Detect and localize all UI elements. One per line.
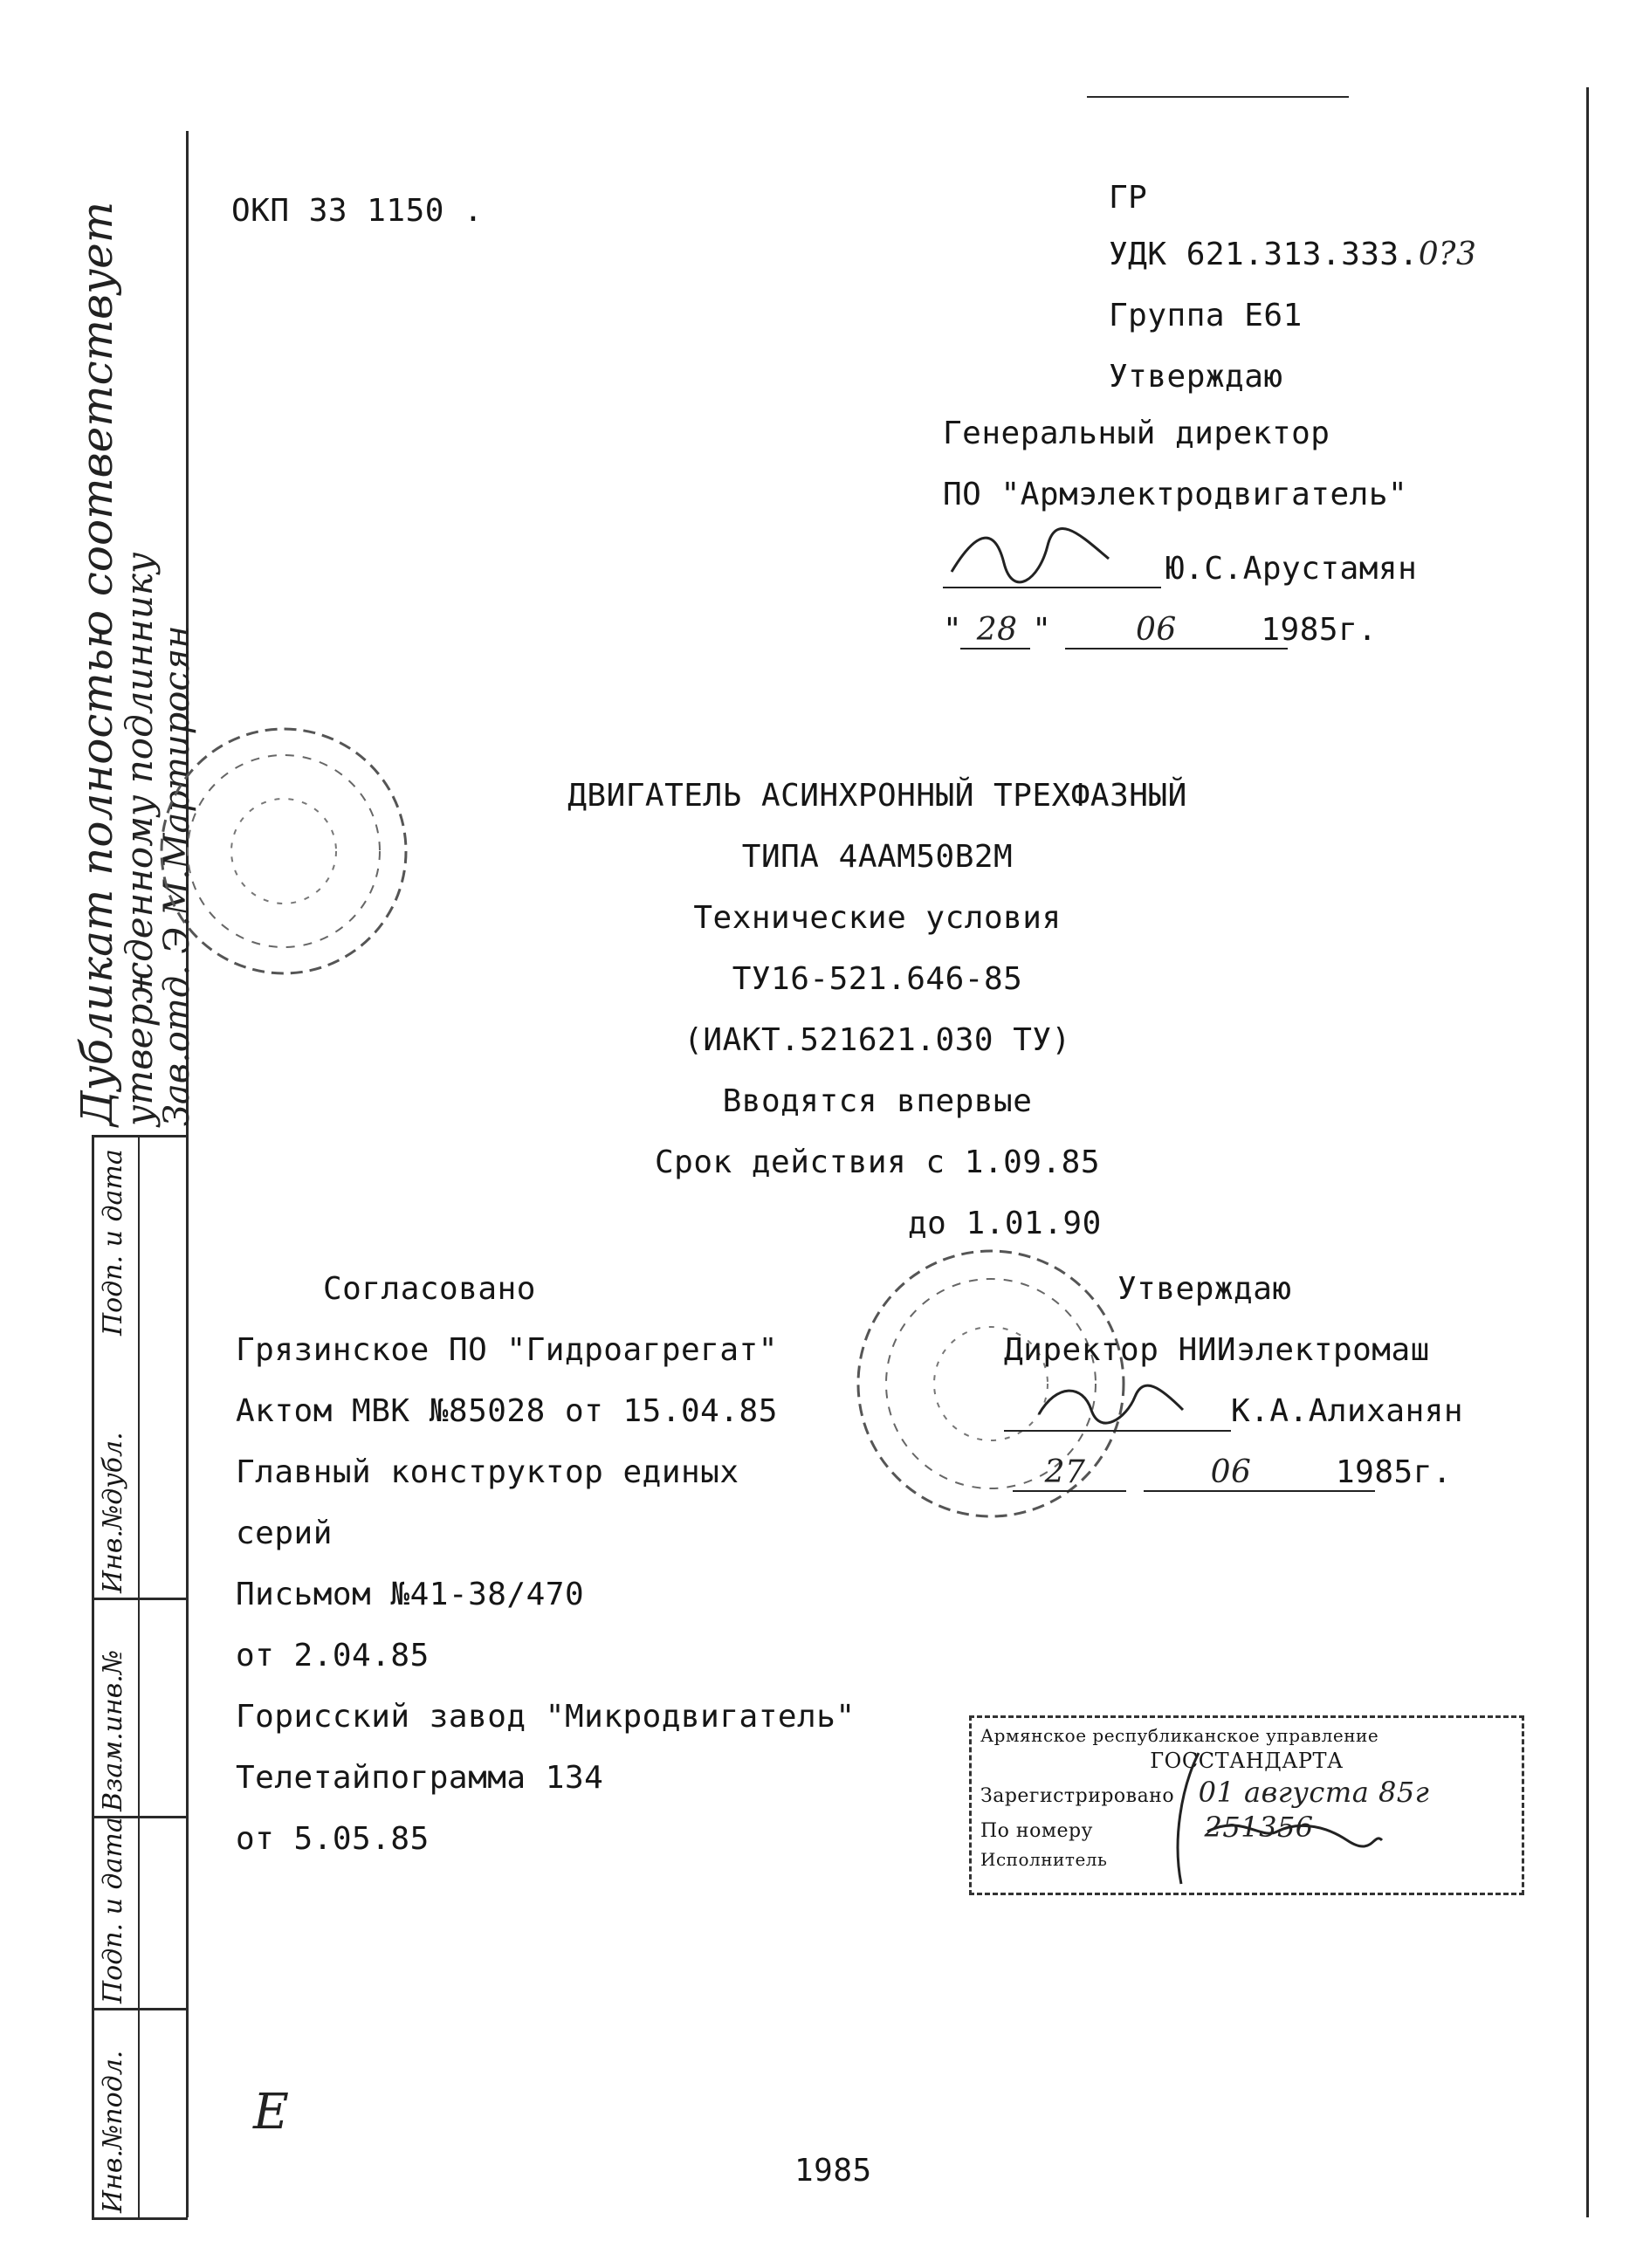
reg-signature	[1120, 1735, 1382, 1901]
agreed-line-1: Грязинское ПО "Гидроагрегат"	[236, 1332, 778, 1368]
gen-director-title: Генеральный директор	[943, 416, 1330, 451]
agreed-line-3: Главный конструктор единых	[236, 1454, 739, 1490]
approve-label-1: Утверждаю	[1109, 359, 1283, 395]
footer-letter: Е	[253, 2084, 290, 2141]
agreed-line-4: серий	[236, 1515, 333, 1551]
org-name: ПО "Армэлектродвигатель"	[943, 477, 1408, 512]
reg-line-4: По номеру 251356	[980, 1811, 1314, 1844]
side-label-podp-data-1: Подп. и дата	[98, 1817, 128, 2003]
agreed-line-6: от 2.04.85	[236, 1638, 430, 1674]
duplicate-note-line-2: утвержденному подлиннику	[118, 552, 161, 1126]
agreed-heading: Согласовано	[323, 1271, 536, 1307]
agreed-line-9: от 5.05.85	[236, 1821, 430, 1857]
reg-line-5: Исполнитель	[980, 1849, 1108, 1870]
left-round-stamp	[157, 725, 410, 978]
agreed-line-7: Горисский завод "Микродвигатель"	[236, 1699, 856, 1735]
approve-label-2: Утверждаю	[1117, 1271, 1292, 1307]
approval-date-1: " 28 " 06 1985г.	[943, 612, 1378, 648]
title-line-8: до 1.01.90	[908, 1206, 1102, 1241]
reg-line-1: Армянское республиканское управление	[980, 1725, 1379, 1746]
reg-line-2: ГОССТАНДАРТА	[1150, 1749, 1344, 1773]
agreed-line-8: Телетайпограмма 134	[236, 1760, 604, 1796]
date-month-2: 06	[1210, 1454, 1252, 1490]
signature-1	[943, 519, 1117, 589]
director-title-2: Директор НИИэлектромаш	[1004, 1332, 1430, 1368]
okp-code: ОКП 33 1150 .	[231, 193, 484, 229]
gr-mark: ГР	[1109, 180, 1148, 216]
udk-code: УДК 621.313.333.0?3	[1109, 237, 1477, 272]
title-line-1: ДВИГАТЕЛЬ АСИНХРОННЫЙ ТРЕХФАЗНЫЙ	[567, 778, 1187, 814]
registration-stamp	[969, 1715, 1524, 1895]
group-code: Группа Е61	[1109, 298, 1303, 333]
reg-date: 01 августа 85г	[1198, 1776, 1430, 1809]
signer-2: К.А.Алиханян	[1231, 1393, 1464, 1429]
footer-year: 1985	[794, 2153, 872, 2189]
duplicate-note-line-1: Дубликат полностью соответствует	[72, 201, 122, 1126]
signature-2	[1030, 1366, 1187, 1436]
right-margin-line	[1586, 87, 1589, 2217]
approval-date-2: 27 06 1985г.	[1004, 1454, 1452, 1492]
side-label-podp-data-2: Подп. и дата	[98, 1149, 128, 1336]
title-line-6: Вводятся впервые	[722, 1083, 1033, 1119]
reg-number: 251356	[1204, 1811, 1314, 1844]
udk-handwritten: 0?3	[1418, 237, 1477, 272]
signer-1: Ю.С.Арустамян	[1165, 551, 1418, 587]
title-line-4: ТУ16-521.646-85	[732, 961, 1023, 997]
signature-2-underline	[1004, 1430, 1231, 1432]
title-line-3: Технические условия	[693, 900, 1062, 936]
side-label-inv-podl: Инв.№подл.	[98, 2050, 128, 2213]
title-line-7: Срок действия с 1.09.85	[655, 1144, 1100, 1180]
agreed-line-2: Актом МВК №85028 от 15.04.85	[236, 1393, 778, 1429]
duplicate-note-line-3: Зав.отд. Э.М.Мартиросян	[157, 625, 197, 1126]
side-label-vzam-inv: Взам.инв.№	[98, 1649, 128, 1811]
top-short-line	[1087, 96, 1349, 98]
side-label-inv-dubl: Инв.№дубл.	[98, 1432, 128, 1593]
agreed-line-5: Письмом №41-38/470	[236, 1577, 585, 1612]
date-day-2: 27	[1044, 1454, 1086, 1490]
reg-line-3: Зарегистрировано 01 августа 85г	[980, 1776, 1430, 1809]
date-day-1: 28	[976, 612, 1018, 648]
signature-1-underline	[943, 587, 1161, 588]
title-line-2: ТИПА 4ААМ50В2М	[741, 839, 1014, 875]
date-month-1: 06	[1135, 612, 1177, 648]
title-line-5: (ИАКТ.521621.030 ТУ)	[684, 1022, 1071, 1058]
